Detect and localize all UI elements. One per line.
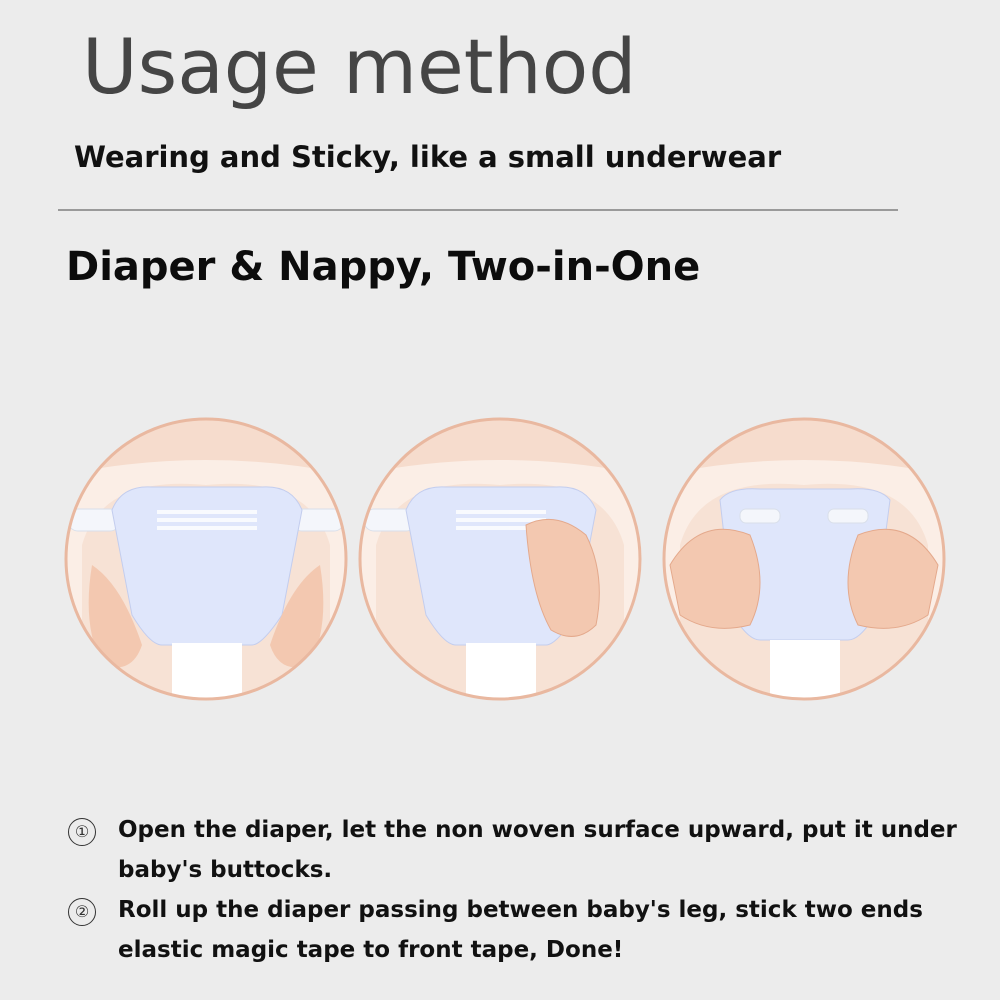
diaper-tape-fasten-hands-icon (660, 415, 948, 703)
step-number-1: ① (68, 818, 96, 846)
instruction-step-1 (60, 810, 990, 890)
illustration-step-3 (660, 415, 948, 703)
step-number-2: ② (68, 898, 96, 926)
divider (58, 209, 898, 211)
illustration-step-1 (62, 415, 350, 703)
illustration-step-2 (356, 415, 644, 703)
diaper-open-under-baby-icon (62, 415, 350, 703)
headline: Diaper & Nappy, Two-in-One (66, 244, 701, 290)
step-text-1: Open the diaper, let the non woven surface upward, put it under baby's buttocks. (118, 817, 957, 883)
instruction-list (60, 810, 990, 970)
step-text-2: Roll up the diaper passing between baby's leg, stick two ends elastic magic tape to front tape, Done! (118, 897, 923, 963)
page-title: Usage method (82, 22, 637, 111)
diaper-fold-up-hand-icon (356, 415, 644, 703)
instruction-step-2 (60, 890, 990, 970)
page-subtitle: Wearing and Sticky, like a small underwear (74, 140, 782, 174)
